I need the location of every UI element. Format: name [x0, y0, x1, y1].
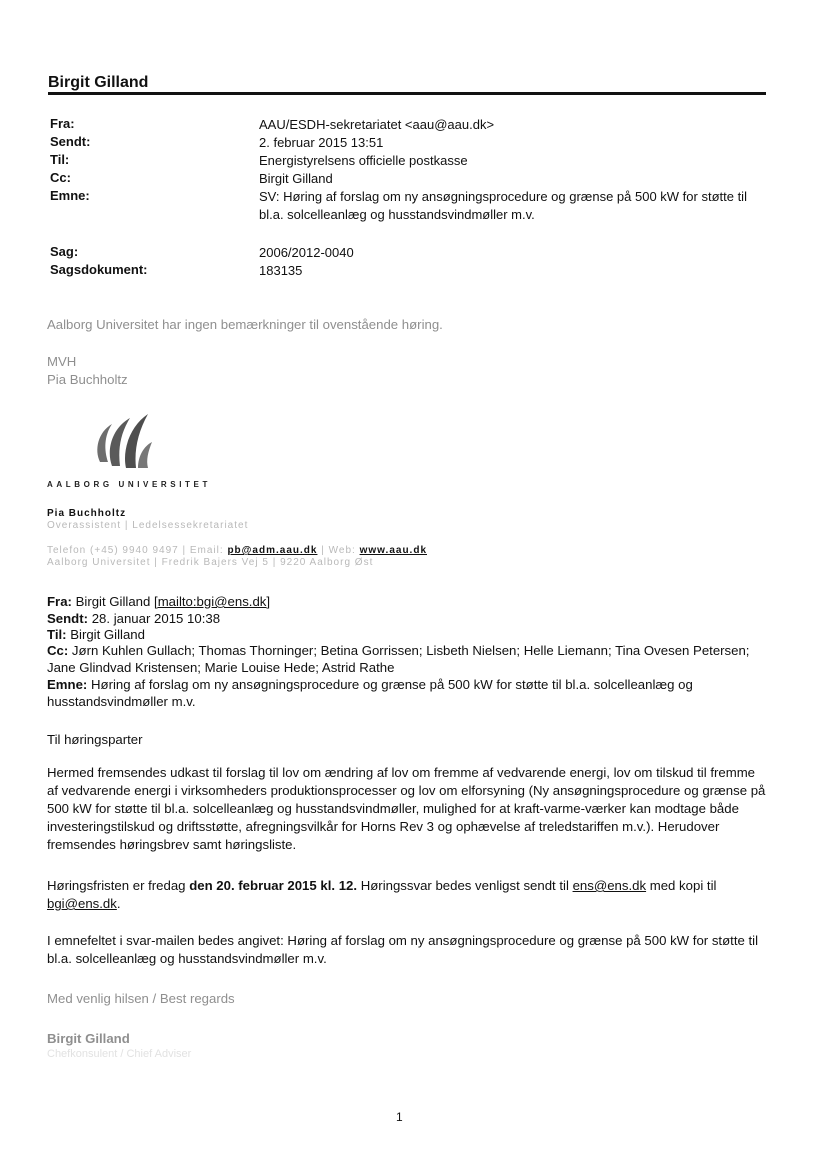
- subject-value: SV: Høring af forslag om ny ansøgningsprocedure og grænse på 500 kW for støtte til bl.a. solcelleanlæg og husstandsvindmøller m.v.: [259, 189, 747, 222]
- signature-name: Pia Buchholtz: [47, 508, 127, 519]
- from-value: AAU/ESDH-sekretariatet <aau@aau.dk>: [259, 117, 495, 132]
- address-org: Aalborg Universitet: [47, 557, 151, 568]
- bgi-mail-link[interactable]: bgi@ens.dk: [47, 896, 117, 911]
- signer-title: Chefkonsulent / Chief Adviser: [47, 1048, 192, 1060]
- reply-greeting: MVH: [47, 354, 77, 369]
- orig-sent-label: Sendt:: [47, 611, 89, 626]
- deadline-text-2: Høringssvar bedes venligst sendt til: [357, 878, 573, 893]
- signature-address: Aalborg Universitet | Fredrik Bajers Vej 5 | 9220 Aalborg Øst: [47, 557, 374, 568]
- sagsdokument-value: 183135: [259, 263, 303, 278]
- from-label: Fra:: [50, 116, 75, 131]
- ens-mail-link[interactable]: ens@ens.dk: [572, 878, 647, 893]
- web-link[interactable]: www.aau.dk: [359, 545, 427, 556]
- deadline-text-end: .: [116, 896, 121, 911]
- to-label: Til:: [50, 152, 70, 167]
- salutation: Til høringsparter: [47, 732, 143, 747]
- sent-label: Sendt:: [50, 134, 91, 149]
- regards: Med venlig hilsen / Best regards: [47, 991, 235, 1006]
- orig-cc-line: [47, 642, 767, 676]
- subject-note-paragraph: I emnefeltet i svar-mailen bedes angivet: Høring af forslag om ny ansøgningsprocedure og grænse på 500 kW for støtte til bl.a. solcelleanlæg og husstandsvindmøller m.v.: [47, 933, 758, 966]
- signer-name: Birgit Gilland: [47, 1031, 130, 1046]
- body-paragraph-1: Hermed fremsendes udkast til forslag til lov om ændring af lov om fremme af vedvarende energi, lov om tilskud til fremme af vedvarende energi i virksomheders produktionsprocesser og lov om elforsyning (Ny ansøgningsprocedure og grænse på 500 kW for støtte til bl.a. solcelleanlæg og husstandsvindmøller, mulighed for at kraft-varme-værker kan modtage både investeringstilskud og driftsstøtte, afregningsvilkår for Horns Rev 3 og ophævelse af treledstariffen m.v.). Herudover fremsendes høringsbrev samt høringsliste.: [47, 765, 766, 852]
- signature-contact: Telefon (+45) 9940 9497 | Email: pb@adm.aau.dk | Web: www.aau.dk: [47, 545, 427, 556]
- deadline-text-3: med kopi til: [646, 878, 717, 893]
- sag-value: 2006/2012-0040: [259, 245, 354, 260]
- orig-from-line: [47, 593, 767, 611]
- deadline-paragraph: [47, 877, 767, 913]
- orig-to-value: Birgit Gilland: [70, 627, 145, 642]
- cc-label: Cc:: [50, 170, 71, 185]
- orig-cc-label: Cc:: [47, 643, 69, 658]
- orig-subject-value: Høring af forslag om ny ansøgningsprocedure og grænse på 500 kW for støtte til bl.a. solcelleanlæg og husstandsvindmøller m.v.: [47, 677, 693, 709]
- orig-to-label: Til:: [47, 627, 67, 642]
- orig-from-value: Birgit Gilland: [75, 594, 151, 609]
- title-divider: [48, 92, 766, 95]
- deadline-text-1: Høringsfristen er fredag: [47, 878, 190, 893]
- web-label: Web:: [328, 545, 356, 556]
- to-value: Energistyrelsens officielle postkasse: [259, 153, 468, 168]
- sent-value: 2. februar 2015 13:51: [259, 135, 384, 150]
- phone-value: (+45) 9940 9497: [90, 545, 179, 556]
- sag-label: Sag:: [50, 244, 79, 259]
- deadline-date: den 20. februar 2015 kl. 12.: [189, 878, 358, 893]
- orig-sent-value: 28. januar 2015 10:38: [91, 611, 221, 626]
- orig-subject-label: Emne:: [47, 677, 88, 692]
- phone-label: Telefon: [47, 545, 87, 556]
- orig-from-label: Fra:: [47, 594, 72, 609]
- aau-logo-text: AALBORG UNIVERSITET: [47, 480, 211, 489]
- signature-title: Overassistent | Ledelsessekretariatet: [47, 520, 249, 531]
- reply-body: Aalborg Universitet har ingen bemærkninger til ovenstående høring.: [47, 317, 443, 332]
- subject-label: Emne:: [50, 188, 90, 203]
- cc-value: Birgit Gilland: [259, 171, 333, 186]
- reply-name: Pia Buchholtz: [47, 372, 128, 387]
- page-number: 1: [396, 1110, 403, 1124]
- orig-subject-line: [47, 676, 767, 710]
- aau-logo-icon: [92, 410, 156, 470]
- email-label: Email:: [189, 545, 224, 556]
- orig-from-mailto-link[interactable]: [mailto:bgi@ens.dk]: [154, 594, 271, 609]
- email-link[interactable]: pb@adm.aau.dk: [227, 545, 318, 556]
- address-value: Fredrik Bajers Vej 5 | 9220 Aalborg Øst: [161, 557, 374, 568]
- sagsdokument-label: Sagsdokument:: [50, 262, 148, 277]
- orig-cc-value: Jørn Kuhlen Gullach; Thomas Thorninger; Betina Gorrissen; Lisbeth Nielsen; Helle Liemann; Tina Ovesen Petersen; Jane Glindvad Kristensen; Marie Louise Hede; Astrid Rathe: [47, 643, 750, 675]
- document-title: Birgit Gilland: [48, 74, 149, 91]
